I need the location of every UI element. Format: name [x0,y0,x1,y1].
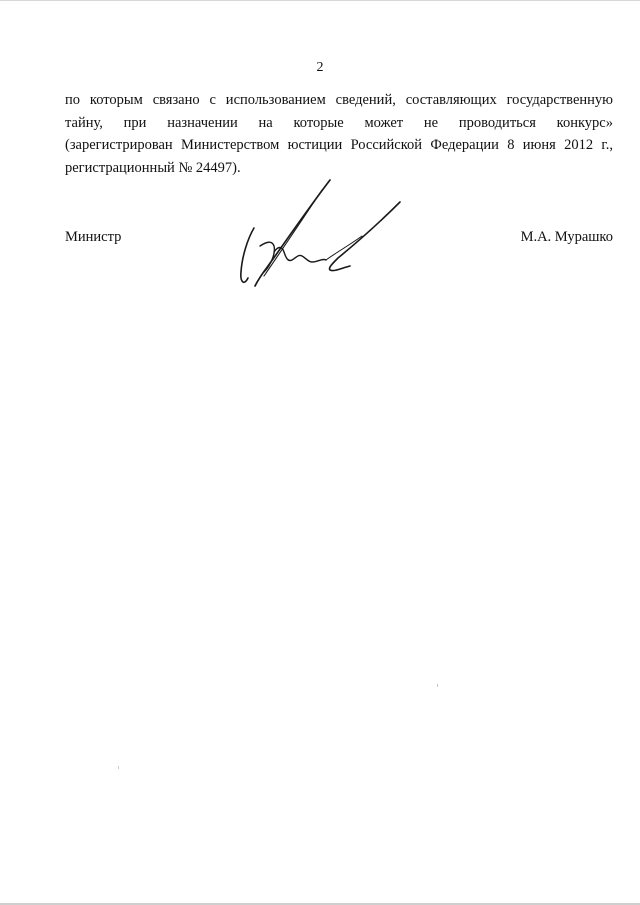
signer-position: Министр [65,229,122,245]
body-line: (зарегистрирован Министерством юстиции Российской Федерации 8 июня 2012 г., [65,137,613,154]
scan-speck [437,684,438,687]
page-top-edge [0,0,640,1]
signature-image [230,176,410,296]
body-line: по которым связано с использованием сведений, составляющих государственную [65,92,613,108]
document-body [65,89,613,180]
body-line: тайну, при назначении на которые может не проводиться конкурс» [65,114,613,131]
signer-name: М.А. Мурашко [520,229,613,245]
scan-speck [118,766,119,769]
page-number: 2 [316,60,324,75]
body-line: регистрационный № 24497). [65,160,241,177]
